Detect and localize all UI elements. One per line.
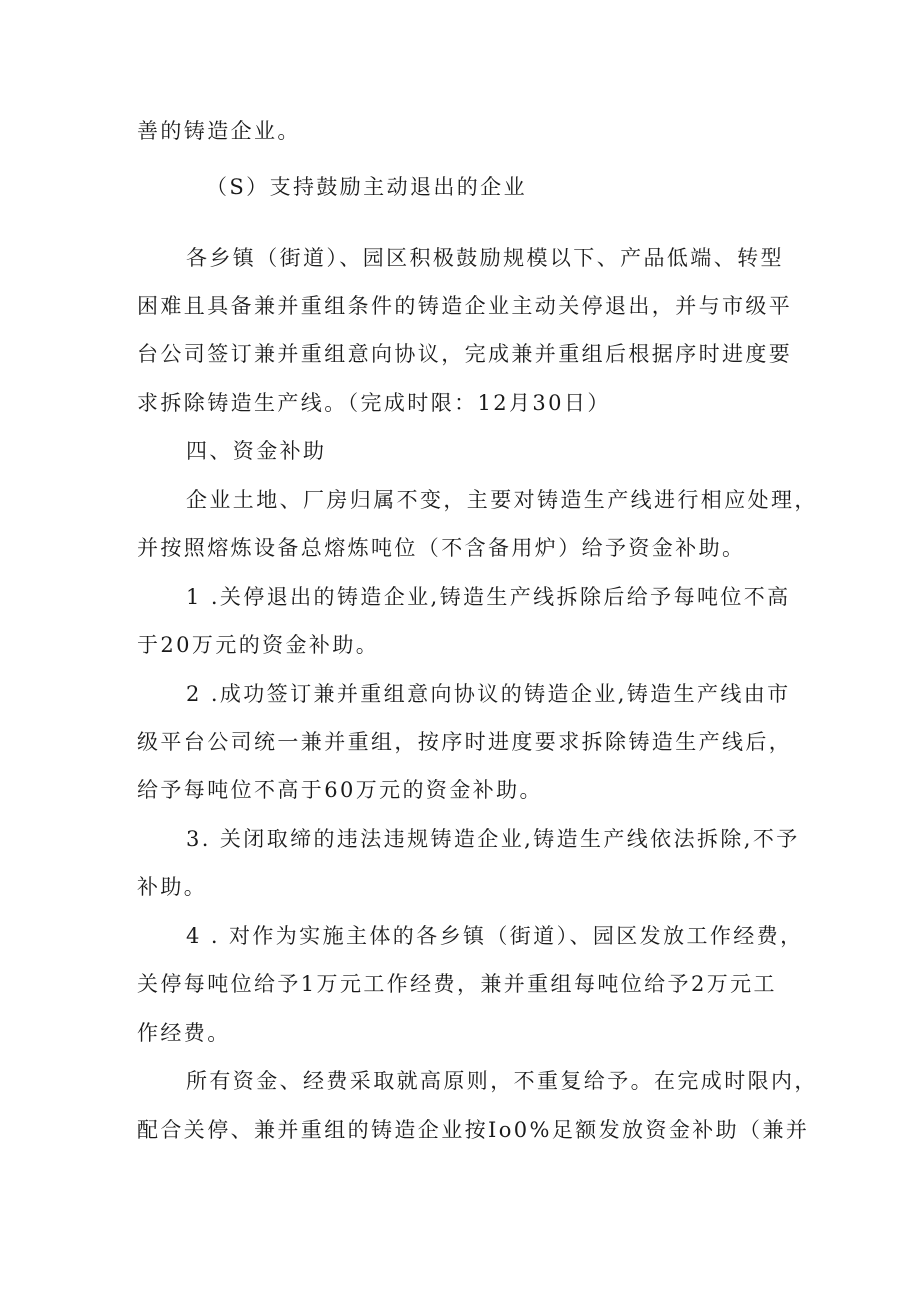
text-line: 4 . 对作为实施主体的各乡镇（街道）、园区发放工作经费， — [186, 924, 804, 948]
text-line: 台公司签订兼并重组意向协议，完成兼并重组后根据序时进度要 — [137, 342, 793, 366]
text-line: 2 .成功签订兼并重组意向协议的铸造企业,铸造生产线由市 — [186, 682, 791, 706]
text-line: 各乡镇（街道）、园区积极鼓励规模以下、产品低端、转型 — [186, 246, 784, 270]
text-line: 所有资金、经费采取就高原则，不重复给予。在完成时限内， — [186, 1069, 818, 1093]
text-line: 善的铸造企业。 — [137, 119, 301, 143]
text-line: 困难且具备兼并重组条件的铸造企业主动关停退出，并与市级平 — [137, 294, 793, 318]
text-line: 3. 关闭取缔的违法违规铸造企业,铸造生产线依法拆除,不予 — [186, 827, 800, 851]
text-line: 并按照熔炼设备总熔炼吨位（不含备用炉）给予资金补助。 — [137, 536, 746, 560]
text-line: 求拆除铸造生产线。（完成时限：12月30日） — [137, 391, 611, 415]
text-line: 关停每吨位给予1万元工作经费，兼并重组每吨位给予2万元工 — [137, 972, 777, 996]
text-line: 1 .关停退出的铸造企业,铸造生产线拆除后给予每吨位不高 — [186, 585, 791, 609]
text-line: 补助。 — [137, 875, 208, 899]
text-line: 企业土地、厂房归属不变，主要对铸造生产线进行相应处理， — [186, 488, 818, 512]
text-line: 配合关停、兼并重组的铸造企业按Io0%足额发放资金补助（兼并 — [137, 1118, 810, 1142]
text-line: 给予每吨位不高于60万元的资金补助。 — [137, 778, 543, 802]
text-line: 级平台公司统一兼并重组，按序时进度要求拆除铸造生产线后， — [137, 730, 793, 754]
text-line: 于20万元的资金补助。 — [137, 633, 380, 657]
section-heading: 四、资金补助 — [186, 439, 327, 463]
section-heading: （S）支持鼓励主动退出的企业 — [206, 175, 527, 199]
text-line: 作经费。 — [137, 1021, 231, 1045]
